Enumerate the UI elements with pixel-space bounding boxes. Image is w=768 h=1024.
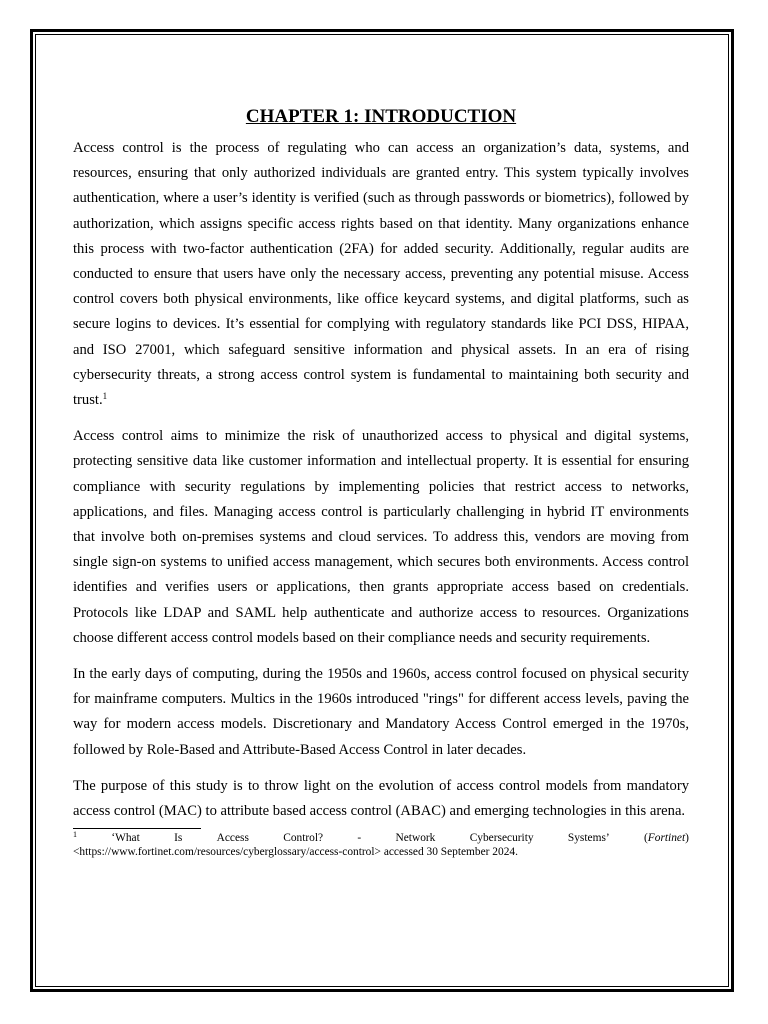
footnote-source: (Fortinet)	[644, 832, 689, 845]
footnote-word: Network	[395, 832, 436, 845]
paragraph-1	[73, 136, 689, 413]
footnote-word: Cybersecurity	[469, 832, 534, 845]
footnote-word: Systems’	[567, 832, 610, 845]
footnote-word: ‘What	[111, 832, 140, 845]
chapter-title: CHAPTER 1: INTRODUCTION	[245, 106, 517, 127]
footnote	[73, 831, 689, 859]
footnote-reference[interactable]: 1	[102, 391, 108, 402]
footnote-word: Control?	[283, 832, 324, 845]
footnote-line-1	[73, 831, 689, 845]
footnote-word: -	[357, 832, 362, 845]
footnote-number: 1	[73, 830, 77, 840]
footnote-separator	[73, 828, 201, 829]
footnote-source-name: Fortinet	[647, 832, 686, 845]
footnote-url-line[interactable]: <https://www.fortinet.com/resources/cyberglossary/access-control> accessed 30 September 2024.	[73, 846, 518, 859]
paragraph-3: In the early days of computing, during the 1950s and 1960s, access control focused on physical security for mainframe computers. Multics in the 1960s introduced "rings" for different access levels, paving the way for modern access models. Discretionary and Mandatory Access Control emerged in the 1970s, followed by Role-Based and Attribute-Based Access Control in later decades.	[73, 666, 689, 758]
paragraph-2: Access control aims to minimize the risk of unauthorized access to physical and digital systems, protecting sensitive data like customer information and intellectual property. It is essential for ensuring compliance with security regulations by implementing policies that restrict access to networks, applications, and files. Managing access control is particularly challenging in hybrid IT environments that involve both on-premises systems and cloud services. To address this, vendors are moving from single sign-on systems to unified access management, which secures both environments. Access control identifies and verifies users or applications, then grants appropriate access based on credentials. Protocols like LDAP and SAML help authenticate and authorize access to resources. Organizations choose different access control models based on their compliance needs and security requirements.	[73, 428, 689, 646]
footnote-word: Is	[174, 832, 183, 845]
page-content	[73, 104, 689, 859]
footnote-word: Access	[216, 832, 249, 845]
paragraph-4: The purpose of this study is to throw light on the evolution of access control models from mandatory access control (MAC) to attribute based access control (ABAC) and emerging technologies in this arena.	[73, 777, 689, 820]
paragraph-1-text: Access control is the process of regulating who can access an organization’s data, systems, and resources, ensuring that only authorized individuals are granted entry. This system typically involves authentication, where a user’s identity is verified (such as through passwords or biometrics), followed by authorization, which assigns specific access rights based on that identity. Many organizations enhance this process with two-factor authentication (2FA) for added security. Additionally, regular audits are conducted to ensure that users have only the necessary access, preventing any potential misuse. Access control covers both physical environments, like office keycard systems, and digital platforms, such as secure logins to devices. It’s essential for complying with regulatory standards like PCI DSS, HIPAA, and ISO 27001, which safeguard sensitive information and physical assets. In an era of rising cybersecurity threats, a strong access control system is fundamental to maintaining both security and trust.	[73, 140, 689, 409]
